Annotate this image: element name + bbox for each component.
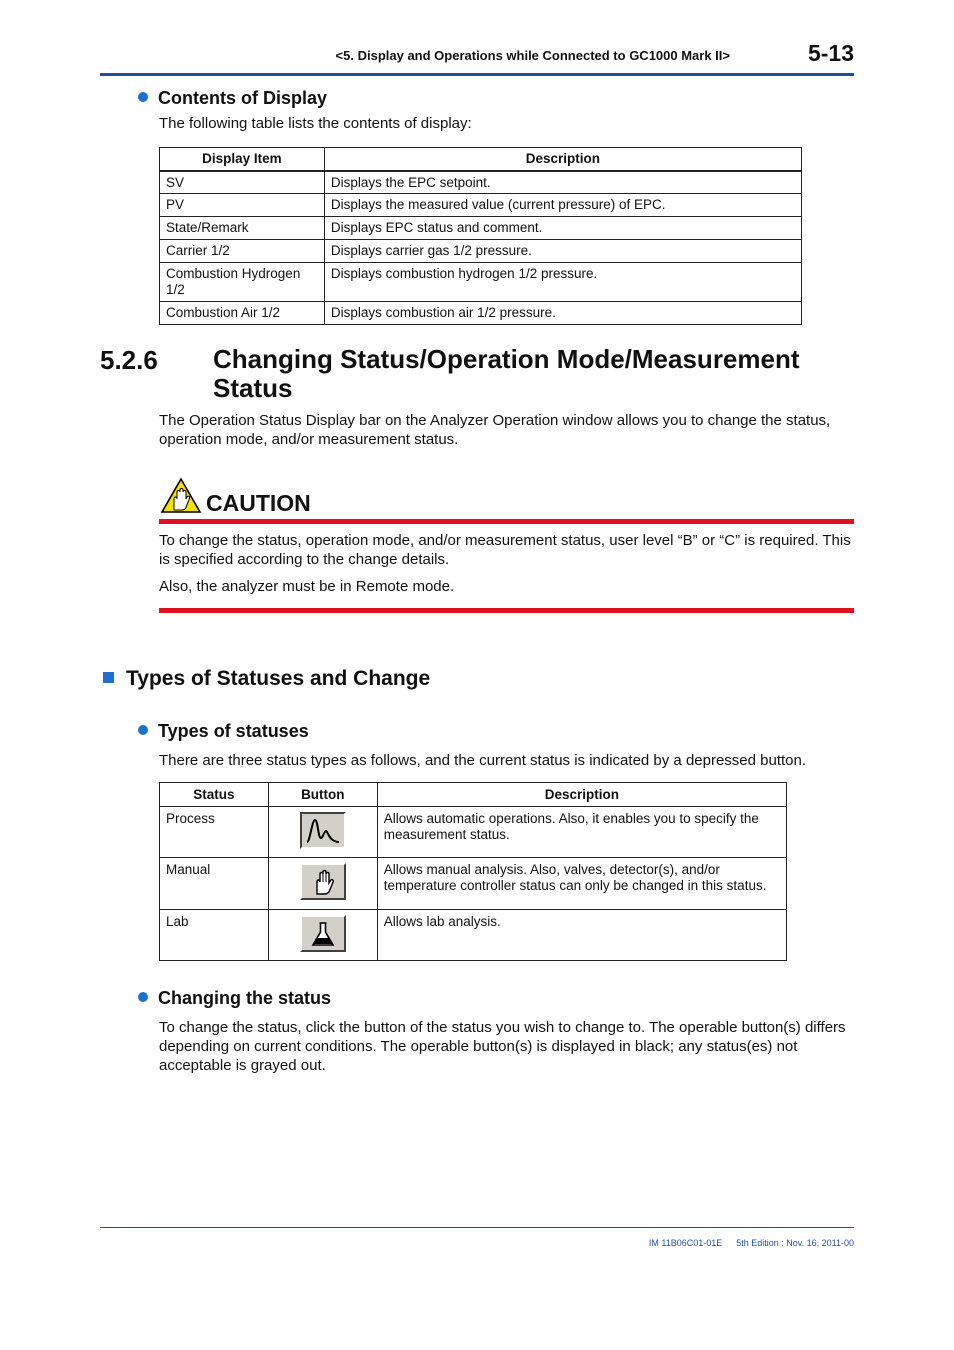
column-header: Description [324, 148, 801, 171]
edition: 5th Edition : Nov. 16, 2011-00 [736, 1238, 854, 1248]
page-number: 5-13 [807, 40, 854, 66]
caution-bottom-rule [159, 608, 854, 613]
types-section-heading-text: Types of Statuses and Change [126, 667, 431, 690]
contents-display-heading [138, 88, 327, 109]
table-row [160, 217, 802, 240]
table-cell: Displays combustion hydrogen 1/2 pressure. [324, 263, 801, 302]
table-cell [268, 858, 377, 910]
table-cell: Allows automatic operations. Also, it enables you to specify the measurement status. [377, 807, 786, 858]
manual-button [300, 863, 346, 900]
table-row [160, 240, 802, 263]
table-cell: Displays combustion air 1/2 pressure. [324, 302, 801, 325]
types-of-statuses-heading-text: Types of statuses [158, 721, 309, 741]
footer-rule [100, 1227, 854, 1228]
header-rule [100, 73, 854, 76]
table-cell: Combustion Hydrogen 1/2 [160, 263, 325, 302]
display-contents-table [159, 147, 802, 325]
changing-status-heading [138, 988, 331, 1009]
chapter-title: <5. Display and Operations while Connected to GC1000 Mark II> [335, 48, 730, 63]
table-cell: State/Remark [160, 217, 325, 240]
column-header: Status [160, 783, 269, 807]
process-button [300, 812, 346, 849]
bullet-icon [138, 725, 148, 735]
column-header: Button [268, 783, 377, 807]
table-cell: Displays carrier gas 1/2 pressure. [324, 240, 801, 263]
bullet-icon [138, 92, 148, 102]
flask-icon [309, 920, 337, 948]
doc-id: IM 11B06C01-01E [648, 1238, 723, 1248]
caution-hand-icon [160, 477, 202, 514]
table-cell: Manual [160, 858, 269, 910]
table-header-row [160, 783, 787, 807]
column-header: Description [377, 783, 786, 807]
column-header: Display Item [160, 148, 325, 171]
table-row [160, 263, 802, 302]
table-cell: Displays the measured value (current pressure) of EPC. [324, 194, 801, 217]
table-row [160, 807, 787, 858]
table-header-row [160, 148, 802, 171]
table-cell: Displays the EPC setpoint. [324, 171, 801, 194]
table-cell: PV [160, 194, 325, 217]
table-cell: Process [160, 807, 269, 858]
table-row [160, 910, 787, 961]
types-of-statuses-heading [138, 721, 309, 742]
lab-button [300, 915, 346, 952]
changing-status-text: To change the status, click the button of the status you wish to change to. The operable button(s) differs depending on current conditions. The operable button(s) is displayed in black; any status(es) not acceptable is grayed out. [159, 1019, 846, 1074]
peak-icon [305, 817, 341, 845]
table-row [160, 302, 802, 325]
types-section-heading [103, 667, 430, 691]
table-row [160, 171, 802, 194]
section-title: Changing Status/Operation Mode/Measurement Status [213, 344, 800, 403]
changing-status-heading-text: Changing the status [158, 988, 332, 1008]
table-cell: SV [160, 171, 325, 194]
table-row [160, 194, 802, 217]
table-cell: Combustion Air 1/2 [160, 302, 325, 325]
contents-display-heading-text: Contents of Display [158, 88, 328, 108]
section-intro: The Operation Status Display bar on the Analyzer Operation window allows you to change the status, operation mode, and/or measurement status. [159, 412, 831, 448]
table-cell: Carrier 1/2 [160, 240, 325, 263]
table-cell [268, 807, 377, 858]
table-cell [268, 910, 377, 961]
caution-top-rule [159, 519, 854, 524]
table-cell: Allows lab analysis. [377, 910, 786, 961]
bullet-icon [138, 992, 148, 1002]
table-row [160, 858, 787, 910]
table-cell: Displays EPC status and comment. [324, 217, 801, 240]
hand-icon [309, 868, 337, 896]
footer [600, 1238, 854, 1248]
table-cell: Allows manual analysis. Also, valves, detector(s), and/or temperature controller status can only be changed in this status. [377, 858, 786, 910]
table-cell: Lab [160, 910, 269, 961]
caution-text-remote: Also, the analyzer must be in Remote mode. [159, 578, 455, 595]
square-bullet-icon [103, 672, 114, 683]
caution-text: To change the status, operation mode, and/or measurement status, user level “B” or “C” is required. This is specified according to the change details. [159, 532, 851, 568]
caution-label: CAUTION [206, 490, 311, 516]
status-types-table [159, 782, 787, 961]
types-intro: There are three status types as follows, and the current status is indicated by a depressed button. [159, 752, 807, 769]
contents-display-intro: The following table lists the contents of display: [159, 115, 472, 132]
section-number: 5.2.6 [100, 345, 158, 375]
